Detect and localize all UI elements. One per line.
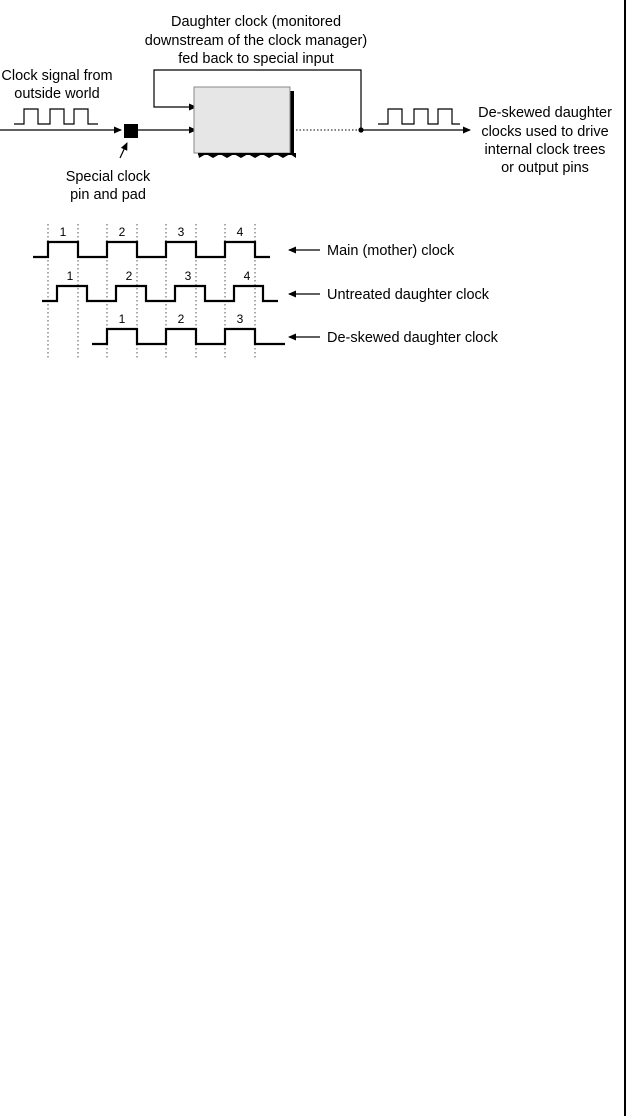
output-label-line1: De-skewed daughter xyxy=(478,105,612,121)
deskewed-pulse-number: 3 xyxy=(236,312,244,326)
untreated-clock-waveform xyxy=(42,286,278,301)
feedback-label-line3: fed back to special input xyxy=(178,51,334,67)
input-clock-waveform xyxy=(14,109,98,124)
pad-label-line1: Special clock xyxy=(65,169,151,185)
deskewed-pulse-number: 2 xyxy=(177,312,185,326)
torn-edge xyxy=(198,153,296,158)
deskewed-clock-waveform xyxy=(92,329,285,344)
block-diagram xyxy=(0,14,612,203)
main-pulse-number: 2 xyxy=(118,225,126,239)
main-pulse-number: 3 xyxy=(177,225,185,239)
untreated-pulse-number: 3 xyxy=(184,269,192,283)
special-clock-pad xyxy=(124,124,138,138)
deskewed-clock-label: De-skewed daughter clock xyxy=(327,330,498,346)
pad-pointer-arrow xyxy=(120,143,127,158)
main-pulse-number: 4 xyxy=(236,225,244,239)
clock-deskew-diagram xyxy=(0,0,626,370)
input-label-line1: Clock signal from xyxy=(1,68,113,84)
clock-manager-block xyxy=(194,87,296,158)
output-label-line3: internal clock trees xyxy=(484,142,606,158)
untreated-clock-label: Untreated daughter clock xyxy=(327,287,490,303)
pad-label-line2: pin and pad xyxy=(70,187,146,203)
deskewed-pulse-number: 1 xyxy=(118,312,126,326)
output-label-line2: clocks used to drive xyxy=(481,124,609,140)
output-clock-waveform xyxy=(378,109,460,124)
main-pulse-number: 1 xyxy=(59,225,67,239)
main-clock-waveform xyxy=(33,242,270,257)
output-label-line4: or output pins xyxy=(501,160,589,176)
untreated-pulse-number: 2 xyxy=(125,269,133,283)
main-clock-label: Main (mother) clock xyxy=(327,243,455,259)
untreated-pulse-number: 4 xyxy=(243,269,251,283)
feedback-label-line2: downstream of the clock manager) xyxy=(144,33,368,49)
untreated-pulse-number: 1 xyxy=(66,269,74,283)
input-label-line2: outside world xyxy=(14,86,100,102)
timing-diagram xyxy=(33,224,499,360)
feedback-label-line1: Daughter clock (monitored xyxy=(170,14,342,30)
